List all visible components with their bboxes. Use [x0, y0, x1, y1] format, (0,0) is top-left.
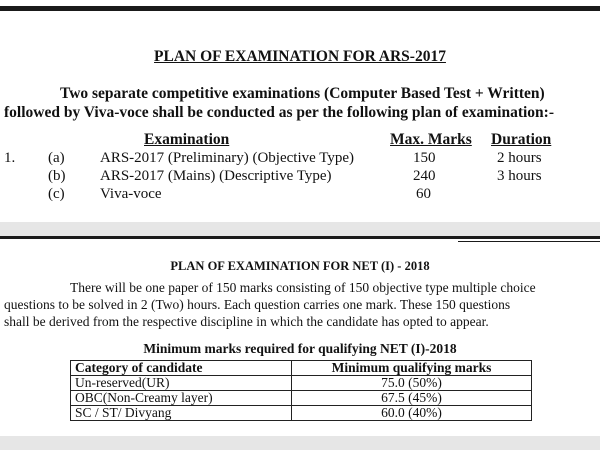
ars-intro-line2: followed by Viva-voce shall be conducted as per the following plan of examination:- [4, 104, 554, 121]
net-paragraph-line1: There will be one paper of 150 marks consisting of 150 objective type multiple choice [70, 280, 536, 295]
table-row [71, 376, 532, 391]
exam-row-marks: 150 [413, 150, 436, 166]
qualifying-table-title: Minimum marks required for qualifying NET (I)-2018 [143, 341, 457, 356]
net-paragraph-line2: questions to be solved in 2 (Two) hours. Each question carries one mark. These 150 questions [4, 297, 511, 312]
marks-cell: 67.5 (45%) [292, 391, 532, 406]
exam-row-duration: 3 hours [497, 168, 542, 184]
net-paragraph-line3: shall be derived from the respective discipline in which the candidate has opted to appear. [4, 314, 489, 329]
header-category: Category of candidate [71, 361, 292, 376]
col-header-examination: Examination [144, 131, 230, 148]
net-title: PLAN OF EXAMINATION FOR NET (I) - 2018 [170, 259, 430, 273]
exam-row-marks: 240 [413, 168, 436, 184]
table-header-row [71, 361, 532, 376]
table-row [71, 391, 532, 406]
exam-row-marks: 60 [416, 186, 431, 202]
category-cell: OBC(Non-Creamy layer) [71, 391, 292, 406]
header-min-marks: Minimum qualifying marks [292, 361, 532, 376]
exam-row-letter: (b) [48, 168, 66, 184]
bottom-gap [0, 436, 600, 450]
qualifying-marks-table [70, 360, 532, 421]
exam-row-name: Viva-voce [100, 186, 162, 202]
exam-row-duration: 2 hours [497, 150, 542, 166]
exam-row-letter: (a) [48, 150, 65, 166]
col-header-duration: Duration [491, 131, 552, 148]
exam-row-name: ARS-2017 (Mains) (Descriptive Type) [100, 168, 332, 184]
ars-title: PLAN OF EXAMINATION FOR ARS-2017 [154, 48, 446, 65]
category-cell: SC / ST/ Divyang [71, 406, 292, 421]
section-gap [0, 222, 600, 237]
marks-cell: 75.0 (50%) [292, 376, 532, 391]
marks-cell: 60.0 (40%) [292, 406, 532, 421]
category-cell: Un-reserved(UR) [71, 376, 292, 391]
section-divider [0, 236, 600, 239]
exam-row-letter: (c) [48, 186, 65, 202]
table-row [71, 406, 532, 421]
exam-row-name: ARS-2017 (Preliminary) (Objective Type) [100, 150, 355, 166]
thin-rule [458, 241, 600, 242]
ars-intro-line1: Two separate competitive examinations (Computer Based Test + Written) [60, 85, 545, 102]
col-header-max-marks: Max. Marks [390, 131, 472, 148]
top-border [0, 6, 600, 11]
section-number: 1. [4, 150, 16, 166]
